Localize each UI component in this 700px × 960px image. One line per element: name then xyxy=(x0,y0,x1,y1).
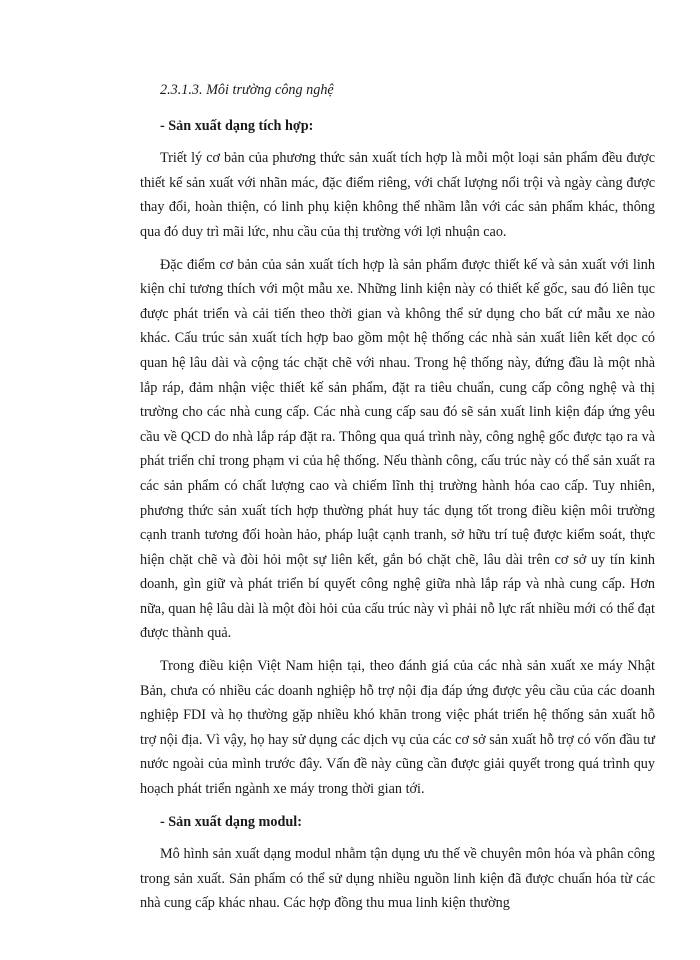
section-title: 2.3.1.3. Môi trường công nghệ xyxy=(160,82,334,98)
paragraph-integrated-philosophy: Triết lý cơ bản của phương thức sản xuất tích hợp là mỗi một loại sản phẩm đều được thiết kế sản xuất với nhãn mác, đặc điểm riêng, với chất lượng nổi trội và ngày càng được thay đổi, hoàn thiện, có linh phụ kiện không thể nhầm lẫn với các sản phẩm khác, thông qua đó duy trì mãi lức, nhu cầu của thị trường với lợi nhuận cao. xyxy=(140,150,655,240)
document-body xyxy=(140,78,655,924)
paragraph-integrated-characteristics: Đặc điểm cơ bản của sản xuất tích hợp là sản phẩm được thiết kế và sản xuất với linh kiện chỉ tương thích với một mẫu xe. Những linh kiện này có thiết kế gốc, sau đó liên tục được phát triển và cải tiến theo thời gian và không thể sử dụng cho bất cứ mẫu xe nào khác. Cấu trúc sản xuất tích hợp bao gồm một hệ thống các nhà sản xuất liên kết dọc có quan hệ lâu dài và cộng tác chặt chẽ với nhau. Trong hệ thống này, đứng đầu là một nhà lắp ráp, đảm nhận việc thiết kế sản phẩm, đặt ra tiêu chuẩn, cung cấp công nghệ và thị trường cho các nhà cung cấp. Các nhà cung cấp sau đó sẽ sản xuất linh kiện đáp ứng yêu cầu về QCD do nhà lắp ráp đặt ra. Thông qua quá trình này, công nghệ gốc được tạo ra và phát triển chỉ trong phạm vi của hệ thống. Nếu thành công, cấu trúc này có thể sản xuất ra các sản phẩm có chất lượng cao và chiếm lĩnh thị trường hành hóa cao cấp. Tuy nhiên, phương thức sản xuất tích hợp thường phát huy tác dụng tốt trong điều kiện môi trường cạnh tranh tương đối hoàn hảo, pháp luật cạnh tranh, sở hữu trí tuệ được kiểm soát, thực hiện chặt chẽ và đòi hỏi một sự liên kết, gắn bó chặt chẽ, lâu dài trên cơ sở uy tín kinh doanh, gìn giữ và phát triển bí quyết công nghệ giữa nhà lắp ráp và nhà cung cấp. Hơn nữa, quan hệ lâu dài là một đòi hỏi của cấu trúc này vì phải nỗ lực rất nhiều mới có thể đạt được thành quả. xyxy=(140,256,655,642)
paragraph-modular-model: Mô hình sản xuất dạng modul nhằm tận dụng ưu thế về chuyên môn hóa và phân công trong sản xuất. Sản phẩm có thể sử dụng nhiều nguồn linh kiện đã được chuẩn hóa từ các nhà cung cấp khác nhau. Các hợp đồng thu mua linh kiện thường xyxy=(140,846,655,912)
heading-modular-production: - Sản xuất dạng modul: xyxy=(160,813,302,830)
heading-integrated-production: - Sản xuất dạng tích hợp: xyxy=(160,117,314,134)
paragraph-vietnam-context: Trong điều kiện Việt Nam hiện tại, theo đánh giá của các nhà sản xuất xe máy Nhật Bản, chưa có nhiều các doanh nghiệp hỗ trợ nội địa đáp ứng được yêu cầu của các doanh nghiệp FDI và họ thường gặp nhiều khó khăn trong việc phát triển hệ thống sản xuất hỗ trợ nội địa. Vì vậy, họ hay sử dụng các dịch vụ của các cơ sở sản xuất hỗ trợ có vốn đầu tư nước ngoài của mình trước đây. Vấn đề này cũng cần được giải quyết trong quá trình quy hoạch phát triển ngành xe máy trong thời gian tới. xyxy=(140,658,655,798)
